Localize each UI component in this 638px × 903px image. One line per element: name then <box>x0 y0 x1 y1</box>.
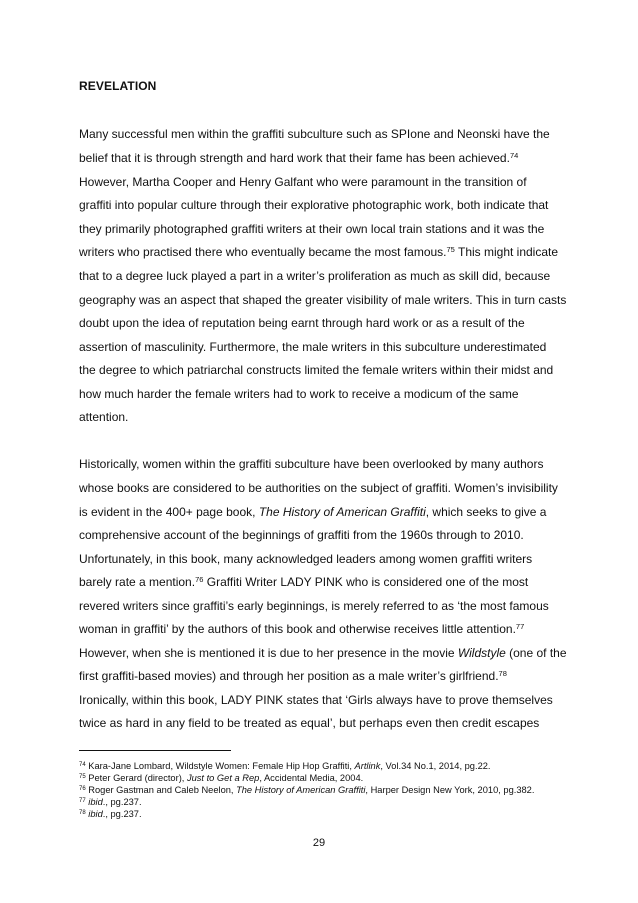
footnote-ref-75: 75 <box>446 245 455 254</box>
footnote-ref-78: 78 <box>498 669 507 678</box>
paragraph-1-line: the degree to which patriarchal constructs limited the female writers within their midst and <box>79 363 554 377</box>
paragraph-2-line: whose books are considered to be authorities on the subject of graffiti. Women’s invisibility <box>79 481 558 495</box>
paragraph-1-line: doubt upon the idea of reputation being earnt through hard work or as a result of the <box>79 316 525 330</box>
paragraph-1-line: that to a degree luck played a part in a writer’s proliferation as much as skill did, because <box>79 269 551 283</box>
book-title: The History of American Graffiti <box>258 505 426 519</box>
text-italic: The History of American Graffiti <box>236 785 366 795</box>
paragraph-2-line: comprehensive account of the beginnings of graffiti from the 1960s through to 2010. <box>79 528 524 542</box>
footnote-74 <box>79 761 491 772</box>
text: is evident in the 400+ page book, <box>79 505 256 519</box>
text: Kara-Jane Lombard, Wildstyle Women: Female Hip Hop Graffiti, <box>85 761 355 771</box>
text: , Accidental Media, 2004. <box>259 773 364 783</box>
paragraph-2-line: Historically, women within the graffiti subculture have been overlooked by many authors <box>79 457 544 471</box>
footnote-number: 76 <box>79 786 86 792</box>
footnote-ref-76: 76 <box>195 575 204 584</box>
paragraph-2-line: Ironically, within this book, LADY PINK states that ‘Girls always have to prove themselves <box>79 693 553 707</box>
text-italic: ibid <box>88 809 103 819</box>
text: belief that it is through strength and hard work that their fame has been achieved. <box>79 151 510 165</box>
paragraph-1-line: Many successful men within the graffiti subculture such as SPIone and Neonski have the <box>79 127 550 141</box>
footnote-77 <box>79 797 142 808</box>
paragraph-2-line <box>79 669 507 683</box>
text-italic: ibid <box>88 797 103 807</box>
footnote-number: 77 <box>79 798 86 804</box>
text: , which seeks to give a <box>425 505 547 519</box>
section-heading: REVELATION <box>79 79 157 93</box>
paragraph-2-line <box>79 646 567 660</box>
paragraph-1-line: how much harder the female writers had to work to receive a modicum of the same <box>79 387 519 401</box>
footnote-75 <box>79 773 363 784</box>
footnote-divider <box>79 750 231 751</box>
paragraph-1-line: graffiti into popular culture through their explorative photographic work, both indicate that <box>79 198 549 212</box>
footnote-number: 74 <box>79 762 86 768</box>
text: writers who practised there who eventually became the most famous. <box>79 245 447 259</box>
paragraph-2-line <box>79 622 524 636</box>
footnote-number: 78 <box>79 810 86 816</box>
paragraph-2-line: twice as hard in any field to be treated as equal’, but perhaps even then credit escapes <box>79 716 540 730</box>
footnote-ref-74: 74 <box>509 151 519 160</box>
page-number: 29 <box>312 837 326 849</box>
text: ., pg.237. <box>102 809 142 819</box>
footnote-ref-77: 77 <box>515 622 525 631</box>
footnote-78 <box>79 809 142 820</box>
text: Graffiti Writer LADY PINK who is considered one of the most <box>206 575 529 589</box>
paragraph-2-line: revered writers since graffiti’s early beginnings, is merely referred to as ‘the most famous <box>79 599 549 613</box>
paragraph-1-line: geography was an aspect that shaped the greater visibility of male writers. This in turn casts <box>79 293 567 307</box>
paragraph-2-line: Unfortunately, in this book, many acknowledged leaders among women graffiti writers <box>79 552 533 566</box>
text: barely rate a mention. <box>79 575 196 589</box>
paragraph-1-line: attention. <box>79 410 129 424</box>
text: ., pg.237. <box>102 797 142 807</box>
paragraph-1-line <box>79 245 558 259</box>
footnote-76 <box>79 785 534 796</box>
text: , Harper Design New York, 2010, pg.382. <box>365 785 535 795</box>
text: woman in graffiti’ by the authors of this book and otherwise receives little attention. <box>79 622 516 636</box>
paragraph-1-line <box>79 151 518 165</box>
paragraph-2-line <box>79 505 546 519</box>
paragraph-1-line: However, Martha Cooper and Henry Galfant who were paramount in the transition of <box>79 175 527 189</box>
text: first graffiti-based movies) and through her position as a male writer’s girlfriend. <box>79 669 499 683</box>
text-italic: Artlink <box>354 761 381 771</box>
paragraph-1-line: assertion of masculinity. Furthermore, the male writers in this subculture underestimated <box>79 340 547 354</box>
text: However, when she is mentioned it is due to her presence in the movie <box>79 646 455 660</box>
text: , Vol.34 No.1, 2014, pg.22. <box>380 761 491 771</box>
paragraph-1-line: they primarily photographed graffiti writers at their own local train stations and it was the <box>79 222 545 236</box>
text-italic: Just to Get a Rep <box>186 773 260 783</box>
text: Peter Gerard (director), <box>85 773 187 783</box>
footnote-number: 75 <box>79 774 86 780</box>
paragraph-2-line <box>79 575 528 589</box>
text: (one of the <box>509 646 567 660</box>
movie-title: Wildstyle <box>457 646 506 660</box>
text: This might indicate <box>457 245 559 259</box>
text: Roger Gastman and Caleb Neelon, <box>85 785 237 795</box>
